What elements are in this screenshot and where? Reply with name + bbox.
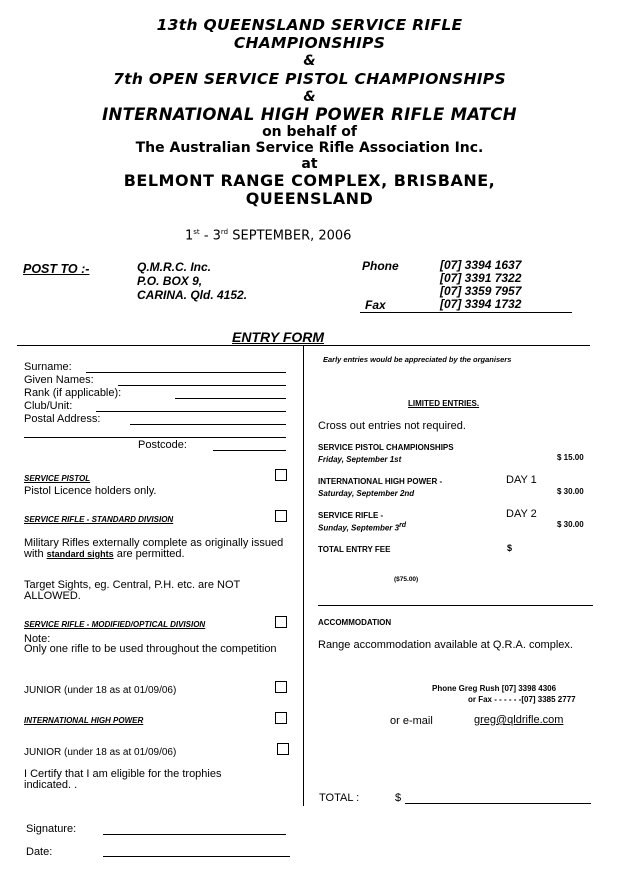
signature-label: Signature: (26, 823, 77, 835)
service-pistol-title: SERVICE PISTOL (24, 474, 91, 483)
ihp-day-label: DAY 1 (506, 474, 537, 486)
entry-form-title: ENTRY FORM (232, 329, 325, 345)
service-rifle-fee: $ 30.00 (557, 520, 584, 529)
greg-rush-phone: Phone Greg Rush [07] 3398 4306 (432, 684, 557, 693)
postcode-field[interactable] (213, 450, 286, 451)
accommodation-text: Range accommodation available at Q.R.A. complex. (318, 639, 573, 651)
rank-label: Rank (if applicable): (24, 387, 122, 399)
date-label: Date: (26, 846, 53, 858)
title-line-4: INTERNATIONAL HIGH POWER RIFLE MATCH (102, 105, 517, 124)
title-ampersand-1: & (303, 53, 316, 69)
standard-division-title: SERVICE RIFLE - STANDARD DIVISION (24, 515, 174, 524)
certify-text: I Certify that I am eligible for the trophies indicated. . (24, 768, 222, 791)
surname-label: Surname: (24, 361, 72, 373)
phone-number-2: [07] 3391 7322 (440, 271, 522, 285)
phone-number-1: [07] 3394 1637 (440, 258, 522, 272)
standard-division-checkbox[interactable] (275, 510, 287, 522)
club-unit-label: Club/Unit: (24, 400, 73, 412)
modified-division-checkbox[interactable] (275, 616, 287, 628)
phone-number-3: [07] 3359 7957 (440, 284, 522, 298)
junior-label-1: JUNIOR (under 18 as at 01/09/06) (24, 685, 177, 696)
pistol-championship-label: SERVICE PISTOL CHAMPIONSHIPS (318, 443, 454, 452)
junior-checkbox-2[interactable] (277, 743, 289, 755)
total-field[interactable] (405, 803, 591, 804)
given-names-label: Given Names: (24, 374, 94, 386)
total-entry-fee-amount: ($75.00) (394, 576, 419, 583)
phone-label: Phone (362, 259, 399, 273)
junior-label-2: JUNIOR (under 18 as at 01/09/06) (24, 747, 177, 758)
service-rifle-label: SERVICE RIFLE - (318, 511, 384, 520)
service-pistol-checkbox[interactable] (275, 469, 287, 481)
post-address-line-2: P.O. BOX 9, (137, 274, 203, 288)
pistol-championship-day: Friday, September 1st (318, 455, 402, 464)
modified-division-title: SERVICE RIFLE - MODIFIED/OPTICAL DIVISION (24, 620, 206, 629)
accommodation-rule (318, 605, 593, 606)
ihp-fee: $ 30.00 (557, 487, 584, 496)
event-dates: 1st - 3rd SEPTEMBER, 2006 (185, 228, 352, 244)
ihp-label: INTERNATIONAL HIGH POWER - (318, 477, 443, 486)
postal-address-field-2[interactable] (24, 437, 286, 438)
service-rifle-day: Sunday, September 3rd (318, 522, 407, 533)
surname-field[interactable] (86, 372, 286, 373)
total-label: TOTAL : (319, 792, 360, 804)
pistol-championship-fee: $ 15.00 (557, 453, 584, 462)
title-line-2: CHAMPIONSHIPS (233, 34, 386, 52)
modified-note-text: Only one rifle to be used throughout the competition (24, 643, 277, 655)
target-sights-text: Target Sights, eg. Central, P.H. etc. are NOT ALLOWED. (24, 579, 241, 602)
fax-number: [07] 3394 1732 (440, 297, 522, 311)
title-line-7: at (301, 156, 318, 172)
fax-label: Fax (365, 298, 386, 312)
title-line-3: 7th OPEN SERVICE PISTOL CHAMPIONSHIPS (113, 70, 506, 88)
title-line-5: on behalf of (262, 124, 357, 140)
post-address-line-1: Q.M.R.C. Inc. (137, 260, 212, 274)
rank-field[interactable] (175, 398, 286, 399)
international-high-power-title: INTERNATIONAL HIGH POWER (24, 716, 144, 725)
date-field[interactable] (103, 856, 290, 857)
limited-entries-label: LIMITED ENTRIES. (408, 399, 480, 408)
greg-rush-fax: or Fax - - - - - -[07] 3385 2777 (468, 695, 576, 704)
standard-division-text: Military Rifles externally complete as originally issued with standard sights are permitted. (24, 537, 284, 560)
total-entry-fee-dollar: $ (507, 543, 513, 553)
early-entries-note: Early entries would be appreciated by the organisers (323, 355, 512, 364)
cross-out-note: Cross out entries not required. (318, 420, 466, 432)
service-pistol-note: Pistol Licence holders only. (24, 485, 157, 497)
service-rifle-day-label: DAY 2 (506, 508, 537, 520)
postcode-label: Postcode: (138, 439, 187, 451)
email-label: or e-mail (390, 715, 433, 727)
given-names-field[interactable] (118, 385, 286, 386)
post-to-label: POST TO :- (23, 262, 90, 276)
ihp-day: Saturday, September 2nd (318, 489, 415, 498)
venue-line-2: QUEENSLAND (245, 189, 374, 208)
club-unit-field[interactable] (96, 411, 286, 412)
email-link[interactable]: greg@qldrifle.com (474, 714, 564, 726)
column-divider (303, 346, 304, 806)
post-divider (360, 312, 572, 313)
title-ampersand-2: & (303, 89, 316, 105)
title-line-6: The Australian Service Rifle Association Inc. (135, 140, 484, 156)
international-high-power-checkbox[interactable] (275, 712, 287, 724)
title-line-1: 13th QUEENSLAND SERVICE RIFLE (156, 16, 463, 34)
venue-line-1: BELMONT RANGE COMPLEX, BRISBANE, (123, 171, 496, 190)
total-dollar-sign: $ (395, 792, 402, 804)
postal-address-field-1[interactable] (130, 424, 286, 425)
accommodation-title: ACCOMMODATION (318, 618, 392, 627)
modified-note-label: Note: (24, 633, 51, 645)
signature-field[interactable] (103, 834, 286, 835)
postal-address-label: Postal Address: (24, 413, 101, 425)
total-entry-fee-label: TOTAL ENTRY FEE (318, 545, 391, 554)
junior-checkbox-1[interactable] (275, 681, 287, 693)
post-address-line-3: CARINA. Qld. 4152. (137, 288, 248, 302)
